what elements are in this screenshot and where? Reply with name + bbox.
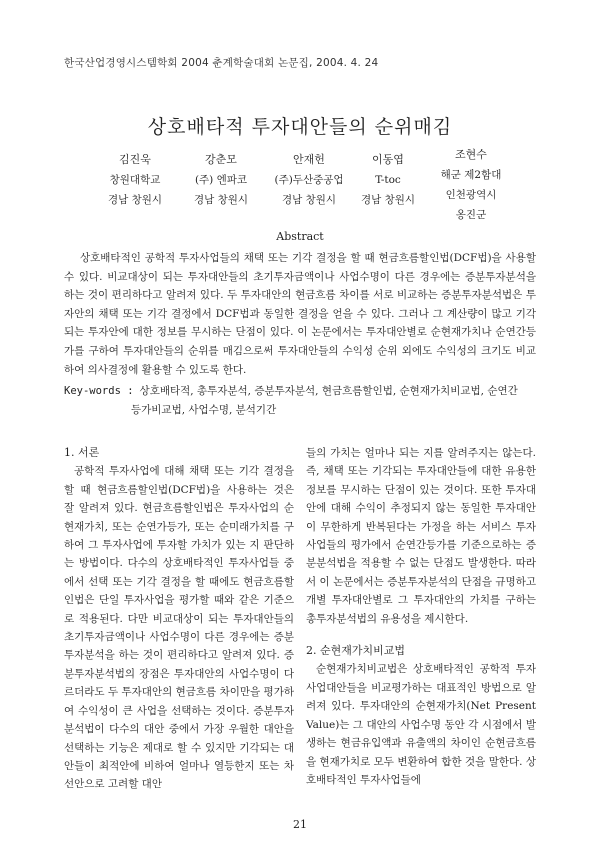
author-location: 경남 창원시	[360, 194, 416, 206]
author-5	[416, 145, 526, 225]
keywords-block	[64, 382, 540, 420]
author-affiliation: T-toc	[375, 174, 401, 186]
author-affiliation: 창원대학교	[109, 174, 161, 186]
author-location: 인천광역시	[445, 189, 497, 201]
author-name: 조현수	[455, 148, 487, 161]
author-name: 안재헌	[293, 153, 325, 166]
author-affiliation: (주)두산중공업	[274, 174, 344, 186]
author-location: 경남 창원시	[193, 194, 249, 206]
abstract-body: 상호배타적인 공학적 투자사업들의 채택 또는 기각 결정을 할 때 현금흐름할인법(DCF법)을 사용할 수 있다. 비교대상이 되는 투자대안들의 초기투자금액이나 사업수명이 다른 경우에는 증분투자분석을 하는 것이 편리하다고 알려져 있다. 두 투자대안의 현금흐름 차이를 서로 비교하는 증분투자분석법은 투자안의 채택 또는 기각 결정에서 DCF법과 동일한 결정을 얻을 수 있다. 그러나 그 계산량이 많고 기각되는 투자안에 대한 정보를 무시하는 단점이 있다. 이 논문에서는 투자대안별로 순현재가치나 순연간등가를 구하여 투자대안들의 순위를 매김으로써 투자대안들의 수익성 순위 외에도 수익성의 크기도 비교하여 의사결정에 활용할 수 있도록 한다.	[64, 252, 536, 376]
author-location: 경남 창원시	[281, 194, 337, 206]
author-name: 이동엽	[372, 153, 404, 166]
right-column	[306, 444, 536, 789]
left-column	[64, 444, 294, 794]
paper-title: 상호배타적 투자대안들의 순위매김	[147, 116, 453, 138]
abstract-heading: Abstract	[276, 230, 324, 243]
section-1-heading: 1. 서론	[64, 446, 100, 459]
keywords-line-2: 등가비교법, 사업수명, 분석기간	[131, 404, 277, 416]
conference-header: 한국산업경영시스템학회 2004 춘계학술대회 논문집, 2004. 4. 24	[64, 57, 379, 69]
section-2-heading: 2. 순현재가치비교법	[306, 644, 405, 658]
author-affiliation: (주) 엔파코	[194, 174, 248, 186]
author-location-extra: 옹진군	[455, 209, 487, 221]
section-1-continued: 들의 가치는 얼마나 되는 지를 알려주지는 않는다. 즉, 채택 또는 기각되는 투자대안들에 대한 유용한 정보를 무시하는 단점이 있는 것이다. 또한 투자대안에 대해 수익이 추정되지 않는 동일한 투자대안이 무한하게 반복된다는 가정을 하는 서비스 투자사업들의 평가에서 순연간등가를 기준으로하는 증분분석법을 적용할 수 없는 단점도 발생한다. 따라서 이 논문에서는 증분투자분석의 단점을 규명하고 개별 투자대안별로 그 투자대안의 가치를 구하는 총투자분석법의 유용성을 제시한다.	[306, 447, 536, 625]
section-2-paragraph: 순현재가치비교법은 상호배타적인 공학적 투자사업대안들을 비교평가하는 대표적인 방법으로 알려져 있다. 투자대안의 순현재가치(Net Present Value)는 그 대안의 사업수명 동안 각 시점에서 발생하는 현금유입액과 유출액의 차이인 순현금흐름을 현재가치로 모두 변환하여 합한 것을 말한다. 상호배타적인 투자사업들에	[306, 663, 536, 786]
author-name: 강춘모	[205, 153, 237, 166]
page-number: 21	[293, 818, 307, 831]
section-1-paragraph: 공학적 투자사업에 대해 채택 또는 기각 결정을 할 때 현금흐름할인법(DCF법)을 사용하는 것은 잘 알려져 있다. 현금흐름할인법은 투자사업의 순현재가치, 또는 순연가등가, 또는 순미래가치를 구하여 그 투자사업에 투자할 가치가 있는 지 판단하는 방법이다. 다수의 상호배타적인 투자사업들 중에서 선택 또는 기각 결정을 할 때에도 현금흐름할인법은 단일 투자사업을 평가할 때와 같은 기준으로 적용된다. 다만 비교대상이 되는 투자대안들의 초기투자금액이나 사업수명이 다른 경우에는 증분투자분석을 하는 것이 편리하다고 알려져 있다. 증분투자분석법의 장점은 투자대안의 사업수명이 다르더라도 두 투자대안의 현금흐름 차이만을 평가하여 수익성이 큰 사업을 선택하는 것이다. 증분투자분석법이 다수의 대안 중에서 가장 우월한 대안을 선택하는 기능은 제대로 할 수 있지만 기각되는 대안들이 최적안에 비하여 얼마나 열등한지 또는 차선안으로 고려할 대안	[64, 465, 294, 791]
keywords-line-1: 상호배타적, 총투자분석, 증분투자분석, 현금흐름할인법, 순현재가치비교법, 순연간	[139, 385, 518, 397]
author-affiliation: 해군 제2함대	[440, 169, 502, 181]
author-name: 김진욱	[119, 153, 151, 166]
keywords-label: Key-words :	[64, 385, 134, 397]
author-location: 경남 창원시	[107, 194, 163, 206]
author-block	[0, 150, 600, 220]
